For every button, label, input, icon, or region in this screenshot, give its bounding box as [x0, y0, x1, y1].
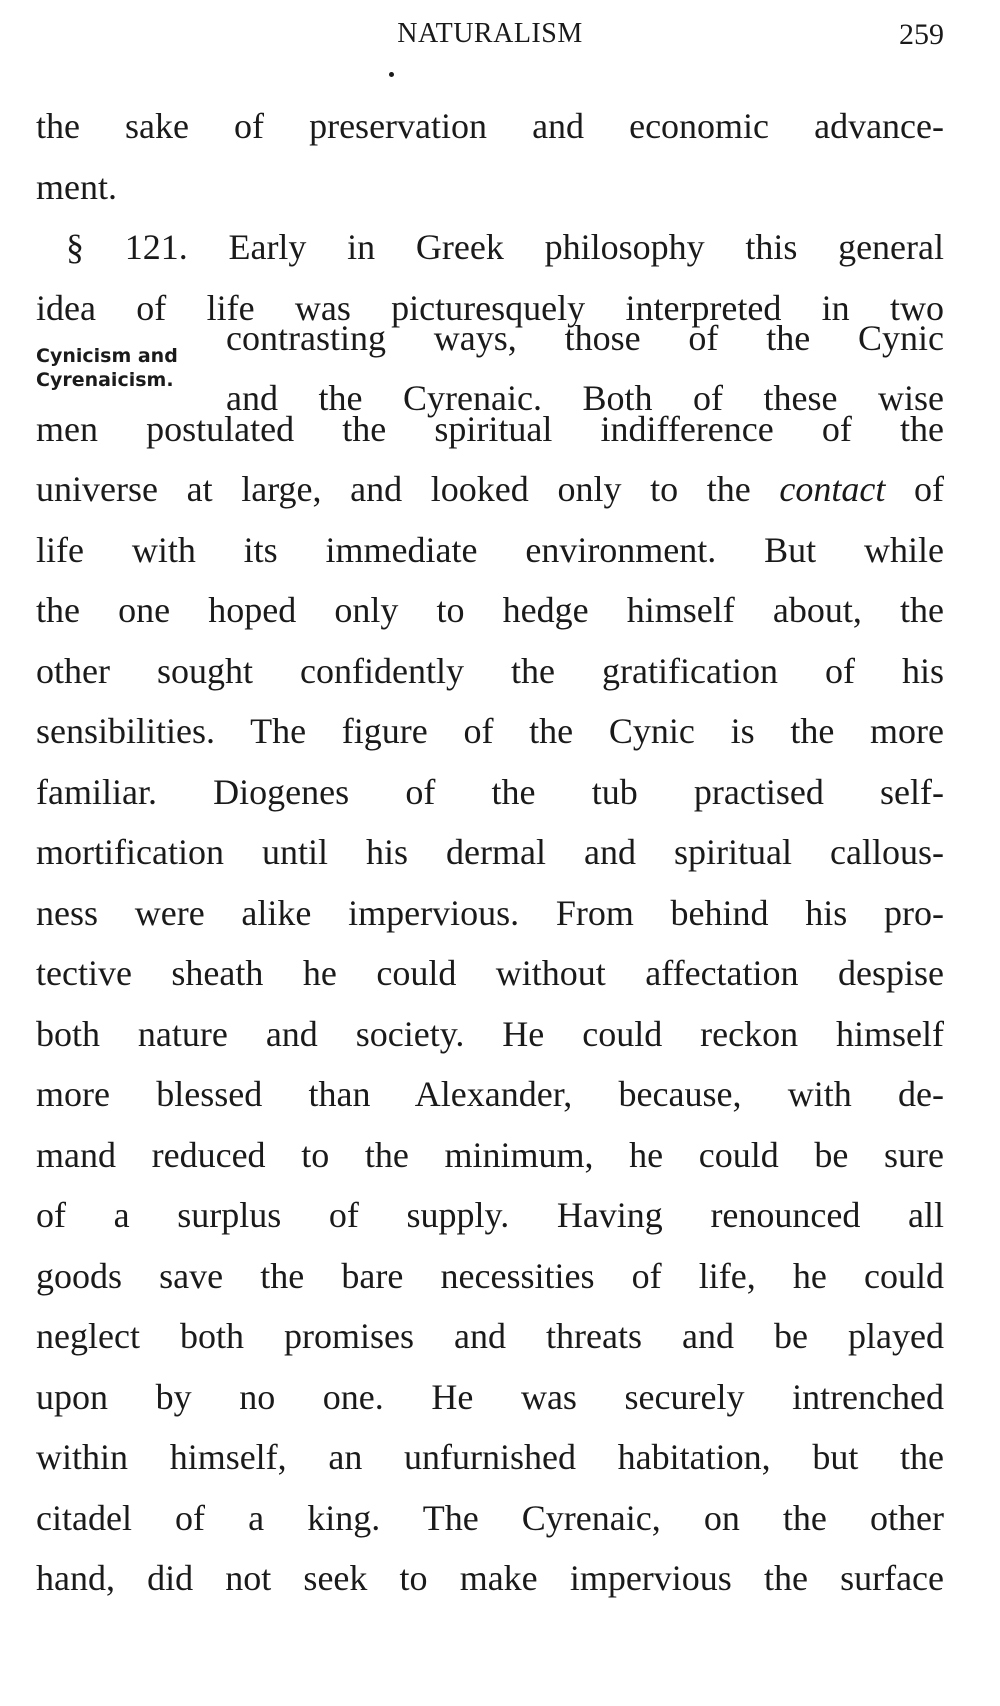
- section-121-start: § 121. Early in Greek philosophy this general: [66, 227, 944, 267]
- text-line: within himself, an unfurnished habitation, but the: [36, 1437, 944, 1477]
- text-line: other sought confidently the gratification of his: [36, 650, 944, 691]
- text-line: ment.: [36, 166, 117, 207]
- text-line: the sake of preservation and economic advance-: [36, 106, 944, 146]
- text-line: citadel of a king. The Cyrenaic, on the other: [36, 1497, 944, 1538]
- text-line: sensibilities. The figure of the Cynic is the more: [36, 711, 944, 751]
- text-line: contrasting ways, those of the Cynic: [226, 317, 944, 358]
- text-segment: of: [914, 469, 945, 509]
- ink-dot: [389, 72, 394, 77]
- text-line: both nature and society. He could reckon himself: [36, 1013, 944, 1054]
- text-line: familiar. Diogenes of the tub practised self-: [36, 771, 944, 812]
- text-line: upon by no one. He was securely intrenched: [36, 1376, 944, 1417]
- text-line-with-italic: [36, 459, 944, 520]
- page-header: [36, 18, 944, 68]
- text-line: men postulated the spiritual indifference of the: [36, 408, 944, 449]
- text-line: goods save the bare necessities of life, he could: [36, 1255, 944, 1296]
- text-line-with-margin-note: [36, 317, 944, 419]
- text-line: life with its immediate environment. But while: [36, 529, 944, 570]
- text-segment: universe at large, and looked only to the: [36, 469, 751, 509]
- text-line: and the Cyrenaic. Both of these wise: [226, 378, 944, 419]
- text-line: mand reduced to the minimum, he could be sure: [36, 1134, 944, 1175]
- text-line: tective sheath he could without affectation despise: [36, 953, 944, 993]
- margin-note-line: Cyrenaicism.: [36, 369, 174, 392]
- text-line: neglect both promises and threats and be played: [36, 1316, 944, 1356]
- text-line: mortification until his dermal and spiritual callous-: [36, 832, 944, 872]
- body-text: [36, 96, 944, 1609]
- text-line: more blessed than Alexander, because, with de-: [36, 1074, 944, 1114]
- margin-note-line: Cynicism and: [36, 345, 178, 368]
- text-line: idea of life was picturesquely interpreted in two: [36, 287, 944, 328]
- margin-note: [36, 344, 226, 392]
- text-line: hand, did not seek to make impervious the surface: [36, 1558, 944, 1598]
- running-title: NATURALISM: [397, 18, 583, 49]
- text-line: of a surplus of supply. Having renounced all: [36, 1195, 944, 1235]
- text-line: the one hoped only to hedge himself about, the: [36, 590, 944, 630]
- text-line: ness were alike impervious. From behind his pro-: [36, 892, 944, 933]
- page-number: 259: [899, 18, 944, 51]
- italic-word: contact: [779, 469, 886, 509]
